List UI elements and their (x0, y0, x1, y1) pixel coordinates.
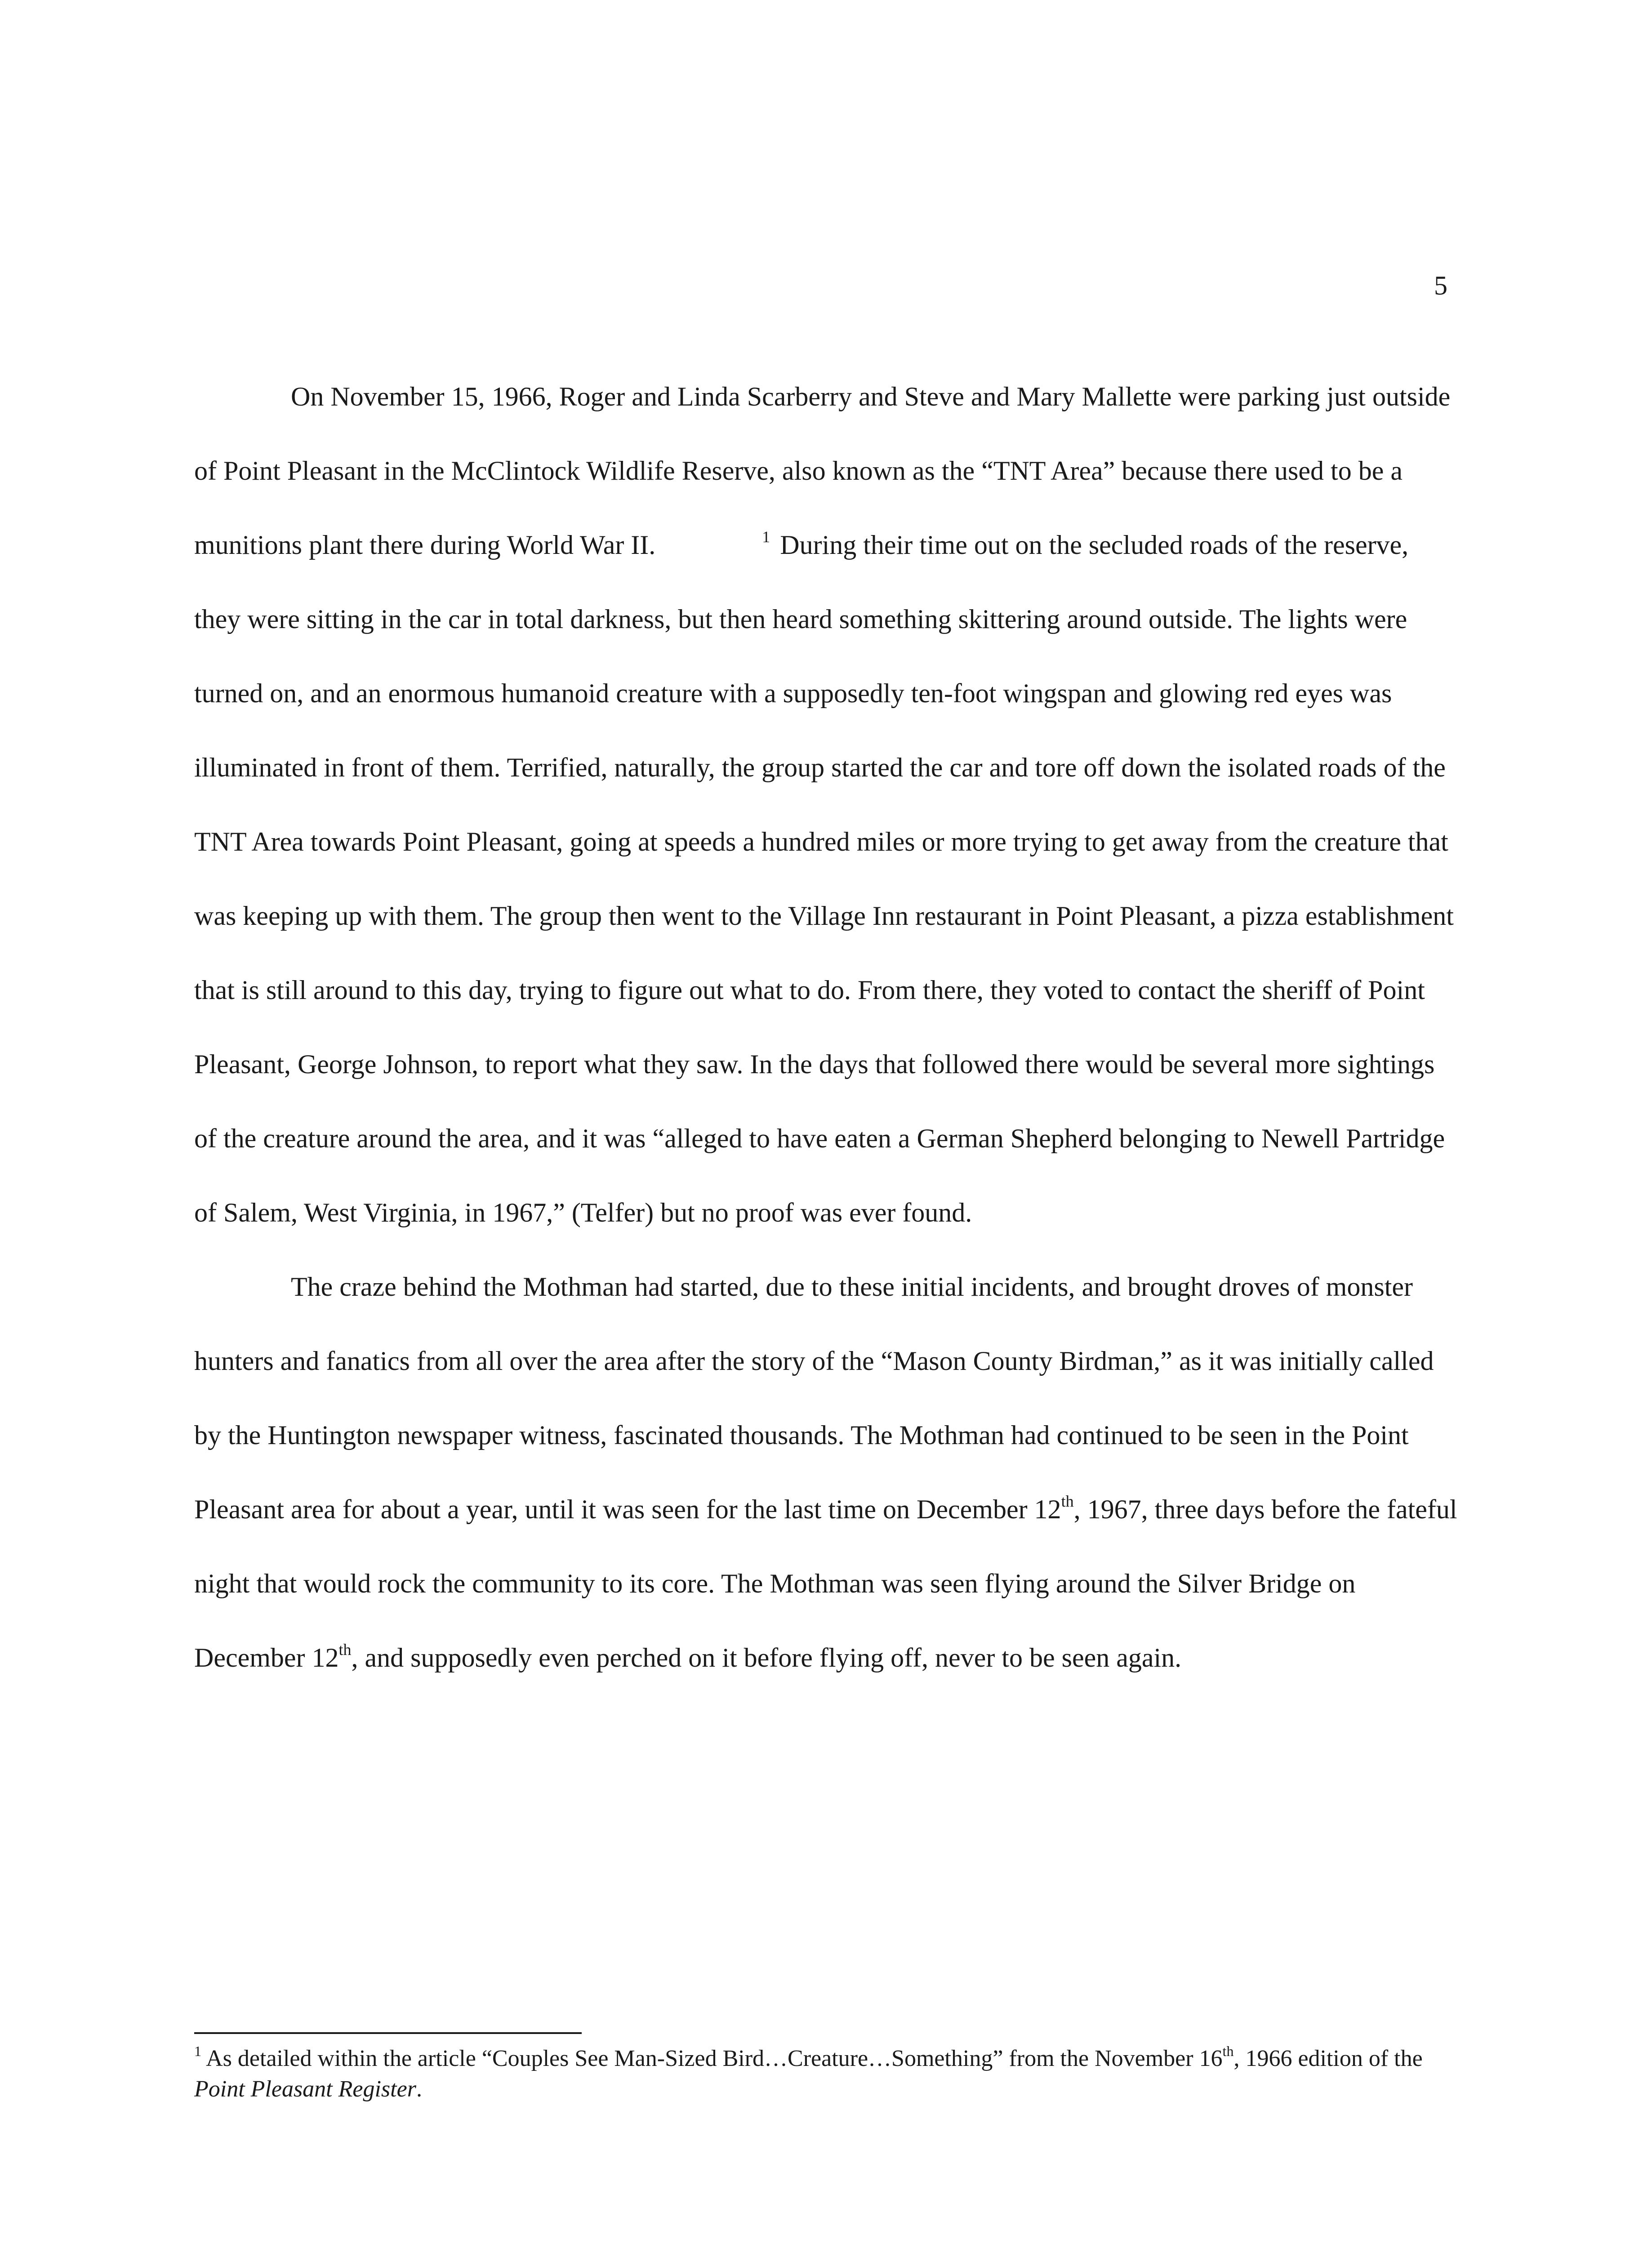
footnote-text-c: . (416, 2076, 422, 2102)
paragraph-1-text-b: During their time out on the secluded roads of the reserve, they were sitting in the car in total darkness, but then heard something skittering around outside. The lights were turned on, and an enormous humanoid creature with a supposedly ten-foot wingspan and glowing red eyes was illuminated in front of them. Terrified, naturally, the group started the car and tore off down the isolated roads of the TNT Area towards Point Pleasant, going at speeds a hundred miles or more trying to get away from the creature that was keeping up with them. The group then went to the Village Inn restaurant in Point Pleasant, a pizza establishment that is still around to this day, trying to figure out what to do. From there, they voted to contact the sheriff of Point Pleasant, George Johnson, to report what they saw. In the days that followed there would be several more sightings of the creature around the area, and it was “alleged to have eaten a German Shepherd belonging to Newell Partridge of Salem, West Virginia, in 1967,” (Telfer) but no proof was ever found. (194, 530, 1454, 1227)
paragraph-2 (194, 1250, 1457, 1695)
paragraph-1-text-a: On November 15, 1966, Roger and Linda Scarberry and Steve and Mary Mallette were parking just outside of Point Pleasant in the McClintock Wildlife Reserve, also known as the “TNT Area” because there used to be a munitions plant there during World War II. (194, 382, 1451, 560)
footnote-text-b: , 1966 edition of the (1233, 2046, 1423, 2071)
footnote (194, 2043, 1457, 2105)
ordinal-suffix: th (1061, 1492, 1074, 1510)
footnote-marker: 1 (194, 2043, 201, 2059)
ordinal-suffix: th (1222, 2043, 1234, 2059)
paragraph-2-text-a: The craze behind the Mothman had started, due to these initial incidents, and brought droves of monster hunters and fanatics from all over the area after the story of the “Mason County Birdman,” as it was initially called by the Huntington newspaper witness, fascinated thousands. The Mothman had continued to be seen in the Point Pleasant area for about a year, until it was seen for the last time on December 12 (194, 1272, 1434, 1524)
ordinal-suffix: th (338, 1641, 352, 1659)
page-number: 5 (1434, 271, 1447, 300)
paragraph-2-text-b: , 1967, three days before the fateful night that would rock the community to its core. The Mothman was seen flying around the Silver Bridge on December 12 (194, 1494, 1457, 1673)
footnote-text-a: As detailed within the article “Couples See Man-Sized Bird…Creature…Something” from the November 16 (201, 2046, 1223, 2071)
paragraph-2-text-c: , and supposedly even perched on it before flying off, never to be seen again. (351, 1643, 1182, 1673)
body-text (194, 360, 1457, 1695)
paragraph-1: On November 15, 1966, Roger and Linda Scarberry and Steve and Mary Mallette were parking just outside of Point Pleasant in the McClintock Wildlife Reserve, also known as the “TNT Area” because there used to be a munitions plant there during World War II. $^1$ During their time out on the secluded roads of the reserve, they were sitting in the car in total darkness, but then heard something skittering around outside. The lights were turned on, and an enormous humanoid creature with a supposedly ten-foot wingspan and glowing red eyes was illuminated in front of them. Terrified, naturally, the group started the car and tore off down the isolated roads of the TNT Area towards Point Pleasant, going at speeds a hundred miles or more trying to get away from the creature that was keeping up with them. The group then went to the Village Inn restaurant in Point Pleasant, a pizza establishment that is still around to this day, trying to figure out what to do. From there, they voted to contact the sheriff of Point Pleasant, George Johnson, to report what they saw. In the days that followed there would be several more sightings of the creature around the area, and it was “alleged to have eaten a German Shepherd belonging to Newell Partridge of Salem, West Virginia, in 1967,” (Telfer) but no proof was ever found. (194, 382, 1454, 1227)
footnote-separator (194, 2032, 582, 2034)
publication-title: Point Pleasant Register (194, 2076, 416, 2102)
